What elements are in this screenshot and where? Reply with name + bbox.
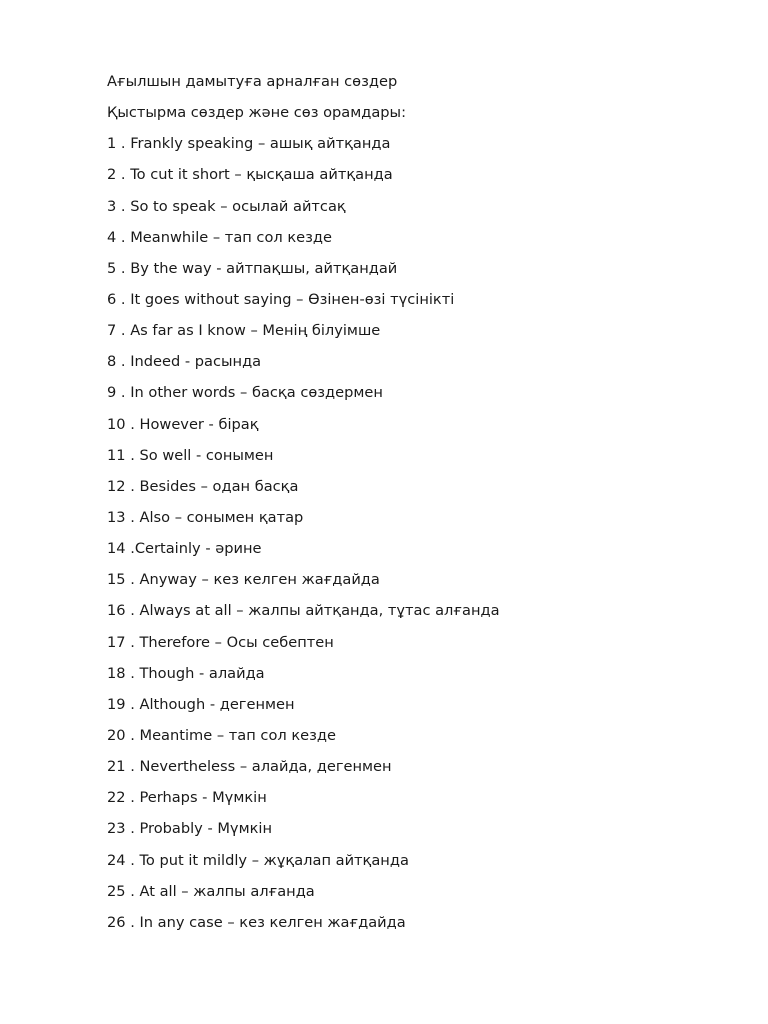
phrase-item: 10 . However - бірақ [107,415,259,433]
phrase-item: 13 . Also – сонымен қатар [107,508,304,526]
phrase-item: 21 . Nevertheless – алайда, дегенмен [107,758,392,776]
phrase-item: 8 . Indeed - расында [107,353,262,371]
phrase-item: 7 . As far as I know – Менің білуімше [107,322,381,340]
phrase-item: 25 . At all – жалпы алғанда [107,882,315,900]
phrase-item: 1 . Frankly speaking – ашық айтқанда [107,135,391,153]
phrase-list [107,134,747,944]
document-body [107,72,747,944]
phrase-item: 9 . In other words – басқа сөздермен [107,384,383,402]
phrase-item: 20 . Meantime – тап сол кезде [107,726,336,744]
phrase-item: 12 . Besides – одан басқа [107,477,299,495]
phrase-item: 6 . It goes without saying – Өзінен-өзі түсінікті [107,290,455,308]
phrase-item: 19 . Although - дегенмен [107,695,295,713]
phrase-item: 17 . Therefore – Осы себептен [107,633,334,651]
phrase-item: 24 . To put it mildly – жұқалап айтқанда [107,851,409,869]
phrase-item: 15 . Anyway – кез келген жағдайда [107,571,380,589]
phrase-item: 26 . In any case – кез келген жағдайда [107,913,406,931]
phrase-item: 14 .Certainly - әрине [107,540,262,558]
phrase-item: 11 . So well - сонымен [107,446,274,464]
document-subtitle: Қыстырма сөздер және сөз орамдары: [107,104,406,122]
phrase-item: 23 . Probably - Мүмкін [107,820,272,838]
phrase-item: 16 . Always at all – жалпы айтқанда, тұтас алғанда [107,602,500,620]
phrase-item: 22 . Perhaps - Мүмкін [107,789,267,807]
phrase-item: 2 . To cut it short – қысқаша айтқанда [107,166,393,184]
document-title: Ағылшын дамытуға арналған сөздер [107,73,398,90]
phrase-item: 3 . So to speak – осылай айтсақ [107,197,346,215]
phrase-item: 5 . By the way - айтпақшы, айтқандай [107,259,398,277]
phrase-item: 18 . Though - алайда [107,664,265,682]
phrase-item: 4 . Meanwhile – тап сол кезде [107,228,332,246]
